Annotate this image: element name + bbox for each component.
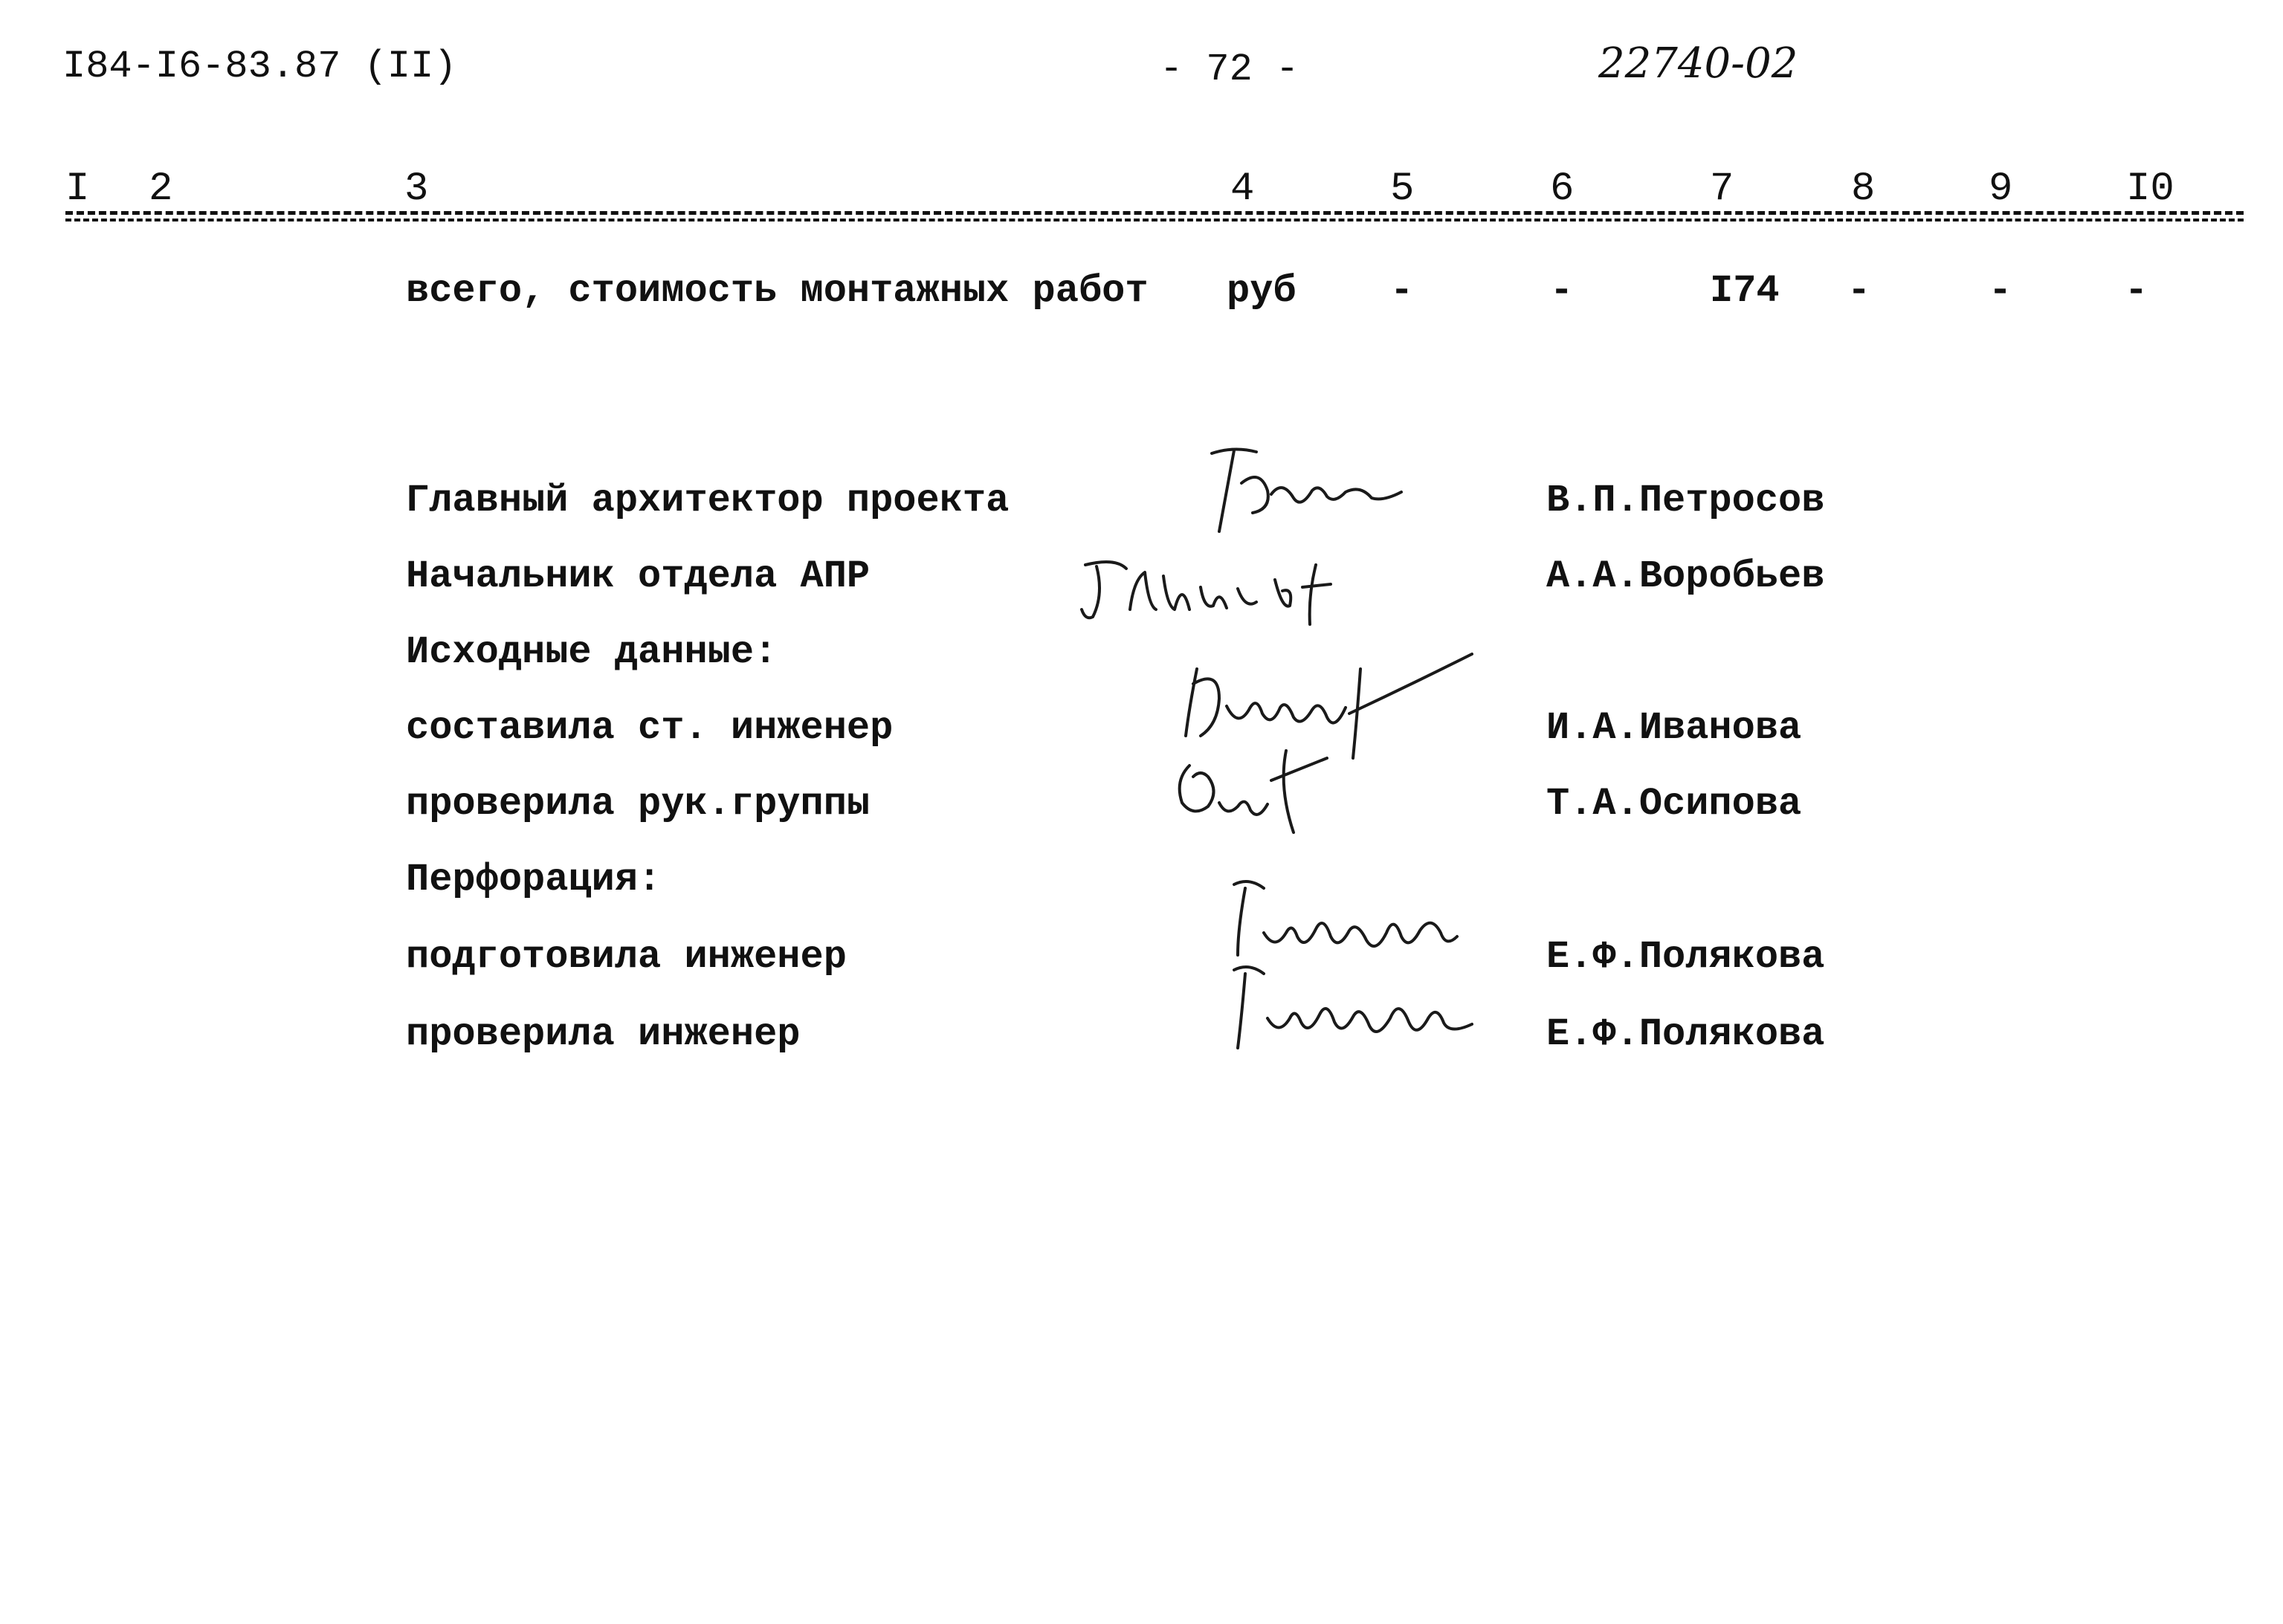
column-number-2: 2 — [149, 166, 173, 212]
role-perforation-heading: Перфорация: — [406, 858, 662, 902]
role-source-data-heading: Исходные данные: — [406, 630, 778, 674]
total-row-col10: - — [2125, 269, 2148, 313]
role-checked-by-engineer: проверила инженер — [406, 1012, 801, 1056]
name-vorobyev: А.А.Воробьев — [1546, 554, 1825, 598]
role-compiled-by: составила ст. инженер — [406, 706, 894, 750]
signature-polyakova-1 — [1204, 862, 1465, 966]
column-number-9: 9 — [1989, 166, 2013, 212]
column-number-4: 4 — [1230, 166, 1255, 212]
column-number-10: I0 — [2126, 166, 2174, 212]
role-department-head: Начальник отдела АПР — [406, 554, 871, 598]
signature-petrosov — [1189, 439, 1412, 550]
column-number-3: 3 — [404, 166, 429, 212]
column-number-6: 6 — [1550, 166, 1575, 212]
role-checked-by-group-lead: проверила рук.группы — [406, 782, 871, 826]
column-number-8: 8 — [1851, 166, 1876, 212]
name-osipova: Т.А.Осипова — [1546, 782, 1802, 826]
name-ivanova: И.А.Иванова — [1546, 706, 1802, 750]
role-prepared-by: подготовила инженер — [406, 935, 847, 979]
total-row-col5: - — [1390, 269, 1414, 313]
column-number-1: I — [65, 166, 90, 212]
header-rule-top — [65, 211, 2244, 215]
total-row-label: всего, стоимость монтажных работ — [406, 269, 1149, 313]
name-polyakova-prepared: Е.Ф.Полякова — [1546, 935, 1825, 979]
column-number-5: 5 — [1390, 166, 1415, 212]
page-number: - 72 - — [1160, 48, 1299, 91]
column-number-7: 7 — [1710, 166, 1734, 212]
signature-osipova — [1167, 736, 1346, 840]
signature-vorobyev — [1071, 535, 1353, 632]
total-row-col9: - — [1989, 269, 2012, 313]
total-row-col8: - — [1847, 269, 1871, 313]
total-row-col6: - — [1550, 269, 1574, 313]
name-petrosov: В.П.Петросов — [1546, 479, 1825, 523]
document-code: I84-I6-83.87 (II) — [62, 45, 457, 88]
header-rule-bottom — [65, 219, 2244, 221]
total-row-unit: руб — [1227, 269, 1297, 313]
role-chief-architect: Главный архитектор проекта — [406, 479, 1010, 523]
total-row-col7: I74 — [1710, 269, 1780, 313]
name-polyakova-checked: Е.Ф.Полякова — [1546, 1012, 1825, 1056]
signature-polyakova-2 — [1204, 951, 1487, 1055]
handwritten-document-number: 22740-02 — [1598, 39, 1798, 88]
